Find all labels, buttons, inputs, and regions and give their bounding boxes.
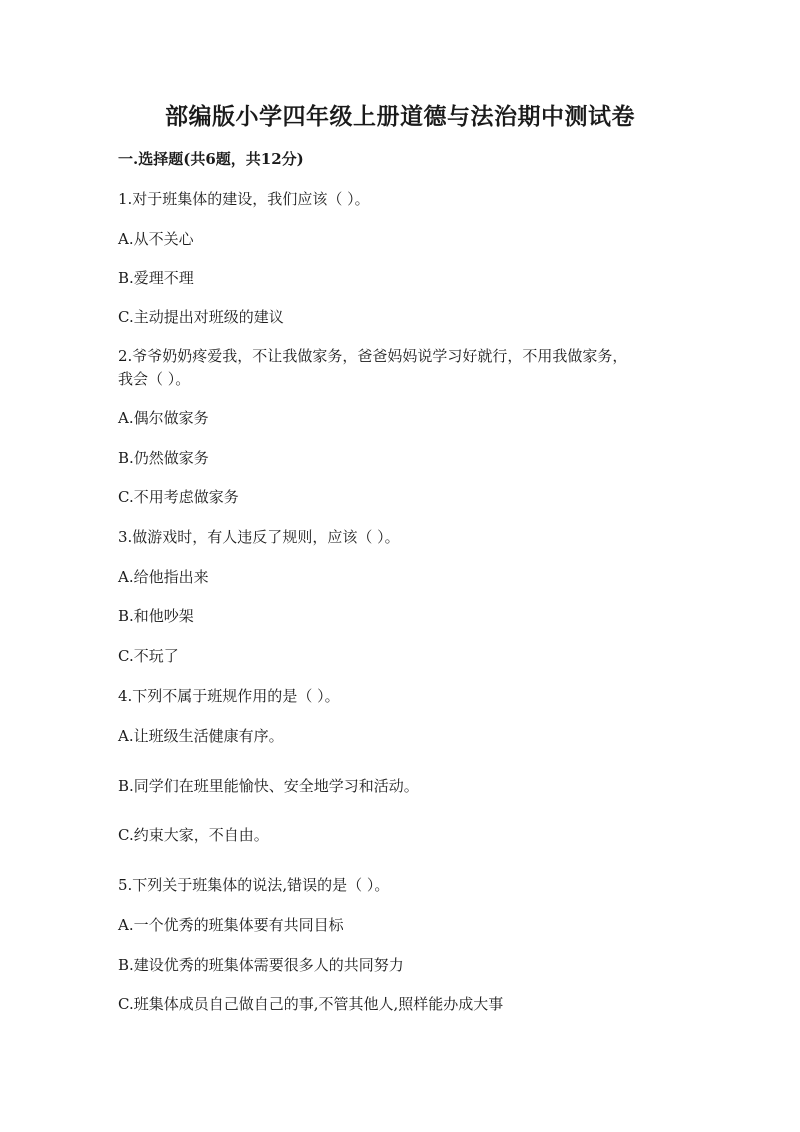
question-4-stem: 4.下列不属于班规作用的是（ ）。	[118, 687, 340, 705]
question-2-stem-continued: 我会（ ）。	[118, 370, 191, 388]
question-5-option-a: A.一个优秀的班集体要有共同目标	[118, 916, 344, 934]
section-heading: 一.选择题(共6题，共12分)	[118, 150, 304, 168]
question-3-option-b: B.和他吵架	[118, 607, 194, 625]
question-2-option-b: B.仍然做家务	[118, 449, 209, 467]
question-3-stem: 3.做游戏时，有人违反了规则，应该（ ）。	[118, 528, 400, 546]
question-3-option-c: C.不玩了	[118, 647, 179, 665]
page-title: 部编版小学四年级上册道德与法治期中测试卷	[165, 103, 635, 130]
question-3-option-a: A.给他指出来	[118, 568, 209, 586]
question-4-option-c: C.约束大家，不自由。	[118, 826, 269, 844]
question-4-option-a: A.让班级生活健康有序。	[118, 727, 284, 745]
question-1-option-c: C.主动提出对班级的建议	[118, 308, 284, 326]
question-1-option-b: B.爱理不理	[118, 269, 194, 287]
question-2-option-a: A.偶尔做家务	[118, 409, 209, 427]
question-5-option-b: B.建设优秀的班集体需要很多人的共同努力	[118, 956, 404, 974]
question-4-option-b: B.同学们在班里能愉快、安全地学习和活动。	[118, 777, 419, 795]
question-1-option-a: A.从不关心	[118, 230, 194, 248]
question-1-stem: 1.对于班集体的建设，我们应该（ ）。	[118, 190, 370, 208]
question-5-stem: 5.下列关于班集体的说法,错误的是（ ）。	[118, 876, 390, 894]
question-5-option-c: C.班集体成员自己做自己的事,不管其他人,照样能办成大事	[118, 995, 504, 1013]
question-2-option-c: C.不用考虑做家务	[118, 488, 239, 506]
question-2-stem: 2.爷爷奶奶疼爱我，不让我做家务，爸爸妈妈说学习好就行，不用我做家务，	[118, 347, 628, 365]
